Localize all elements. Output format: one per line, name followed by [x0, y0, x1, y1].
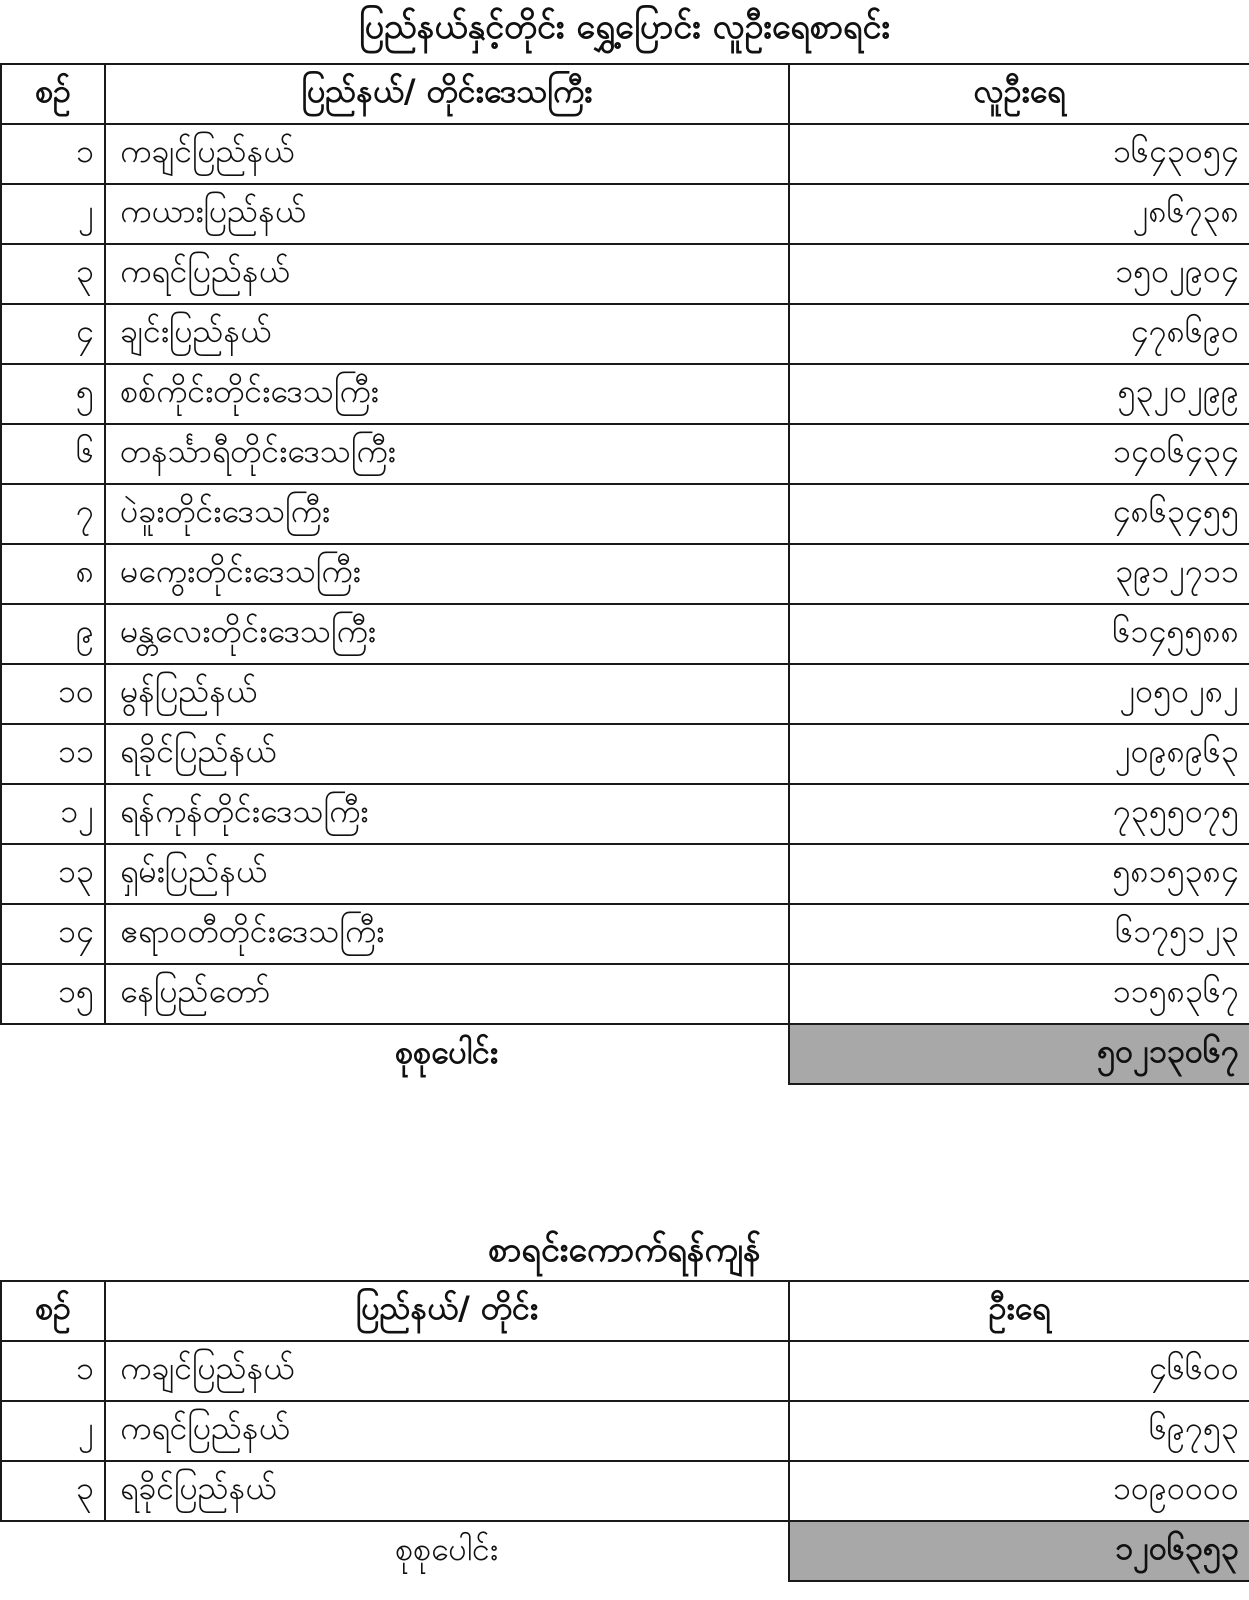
row-number: ၁	[1, 1341, 105, 1401]
region-name: မန္တလေးတိုင်းဒေသကြီး	[105, 604, 789, 664]
region-name: ကရင်ပြည်နယ်	[105, 1401, 789, 1461]
population-value: ၂၀၅၀၂၈၂	[789, 664, 1249, 724]
population-value: ၅၈၁၅၃၈၄	[789, 844, 1249, 904]
table-row	[1, 1341, 1249, 1401]
region-name: ချင်းပြည်နယ်	[105, 304, 789, 364]
table-row	[1, 964, 1249, 1024]
population-value: ၁၄၀၆၄၃၄	[789, 424, 1249, 484]
table-row	[1, 304, 1249, 364]
region-name: ရှမ်းပြည်နယ်	[105, 844, 789, 904]
population-value: ၅၃၂၀၂၉၉	[789, 364, 1249, 424]
row-number: ၅	[1, 364, 105, 424]
region-name: မကွေးတိုင်းဒေသကြီး	[105, 544, 789, 604]
column-header-region: ပြည်နယ်/ တိုင်းဒေသကြီး	[105, 64, 789, 124]
table-header-row	[1, 64, 1249, 124]
table-row	[1, 604, 1249, 664]
population-value: ၁၅၀၂၉၀၄	[789, 244, 1249, 304]
region-name: ရန်ကုန်တိုင်းဒေသကြီး	[105, 784, 789, 844]
table-row	[1, 484, 1249, 544]
population-value: ၄၆၆၀၀	[789, 1341, 1249, 1401]
row-number: ၁	[1, 124, 105, 184]
remaining-count-table	[0, 1280, 1249, 1582]
row-number: ၁၀	[1, 664, 105, 724]
region-name: ဧရာဝတီတိုင်းဒေသကြီး	[105, 904, 789, 964]
population-value: ၁၁၅၈၃၆၇	[789, 964, 1249, 1024]
row-number: ၁၅	[1, 964, 105, 1024]
region-name: ပဲခူးတိုင်းဒေသကြီး	[105, 484, 789, 544]
row-number: ၄	[1, 304, 105, 364]
table-row	[1, 1401, 1249, 1461]
table-row	[1, 364, 1249, 424]
population-value: ၄၈၆၃၄၅၅	[789, 484, 1249, 544]
row-number: ၁၄	[1, 904, 105, 964]
total-value: ၁၂၀၆၃၅၃	[789, 1521, 1249, 1581]
population-value: ၆၉၇၅၃	[789, 1401, 1249, 1461]
total-spacer	[1, 1521, 105, 1581]
table-body	[1, 124, 1249, 1024]
population-value: ၆၁၄၅၅၈၈	[789, 604, 1249, 664]
migration-population-table	[0, 63, 1249, 1085]
column-header-no: စဉ်	[1, 64, 105, 124]
region-name: ရခိုင်ပြည်နယ်	[105, 1461, 789, 1521]
table-body	[1, 1341, 1249, 1521]
column-header-population: လူဦးရေ	[789, 64, 1249, 124]
table-row	[1, 724, 1249, 784]
row-number: ၉	[1, 604, 105, 664]
population-value: ၄၇၈၆၉၀	[789, 304, 1249, 364]
region-name: ကယားပြည်နယ်	[105, 184, 789, 244]
table-row	[1, 844, 1249, 904]
row-number: ၁၁	[1, 724, 105, 784]
total-label: စုစုပေါင်း	[394, 1529, 499, 1568]
table-row	[1, 544, 1249, 604]
region-name: ကရင်ပြည်နယ်	[105, 244, 789, 304]
row-number: ၆	[1, 424, 105, 484]
row-number: ၃	[1, 244, 105, 304]
region-name: ကချင်ပြည်နယ်	[105, 1341, 789, 1401]
column-header-region: ပြည်နယ်/ တိုင်း	[105, 1281, 789, 1341]
population-value: ၃၉၁၂၇၁၁	[789, 544, 1249, 604]
table-row	[1, 124, 1249, 184]
page-title: ပြည်နယ်နှင့်တိုင်း ရွှေ့ပြောင်း လူဦးရေစာရင်း	[358, 7, 891, 47]
table-row	[1, 184, 1249, 244]
row-number: ၇	[1, 484, 105, 544]
population-value: ၆၁၇၅၁၂၃	[789, 904, 1249, 964]
total-row	[1, 1024, 1249, 1084]
region-name: စစ်ကိုင်းတိုင်းဒေသကြီး	[105, 364, 789, 424]
region-name: ကချင်ပြည်နယ်	[105, 124, 789, 184]
population-value: ၁၀၉၀၀၀၀	[789, 1461, 1249, 1521]
table-row	[1, 904, 1249, 964]
column-header-count: ဦးရေ	[789, 1281, 1249, 1341]
total-row	[1, 1521, 1249, 1581]
table-row	[1, 784, 1249, 844]
population-value: ၂၀၉၈၉၆၃	[789, 724, 1249, 784]
table-row	[1, 424, 1249, 484]
row-number: ၂	[1, 1401, 105, 1461]
table-row	[1, 1461, 1249, 1521]
region-name: နေပြည်တော်	[105, 964, 789, 1024]
row-number: ၁၂	[1, 784, 105, 844]
total-spacer	[1, 1024, 105, 1084]
region-name: ရခိုင်ပြည်နယ်	[105, 724, 789, 784]
total-value: ၅၀၂၁၃၀၆၇	[789, 1024, 1249, 1084]
row-number: ၂	[1, 184, 105, 244]
table-row	[1, 244, 1249, 304]
row-number: ၁၃	[1, 844, 105, 904]
population-value: ၁၆၄၃၀၅၄	[789, 124, 1249, 184]
row-number: ၈	[1, 544, 105, 604]
population-value: ၇၃၅၅၀၇၅	[789, 784, 1249, 844]
total-label: စုစုပေါင်း	[394, 1032, 499, 1071]
table-row	[1, 664, 1249, 724]
population-value: ၂၈၆၇၃၈	[789, 184, 1249, 244]
section-title: စာရင်းကောက်ရန်ကျန်	[488, 1230, 761, 1270]
table-header-row	[1, 1281, 1249, 1341]
row-number: ၃	[1, 1461, 105, 1521]
region-name: တနင်္သာရီတိုင်းဒေသကြီး	[105, 424, 789, 484]
column-header-no: စဉ်	[1, 1281, 105, 1341]
region-name: မွန်ပြည်နယ်	[105, 664, 789, 724]
